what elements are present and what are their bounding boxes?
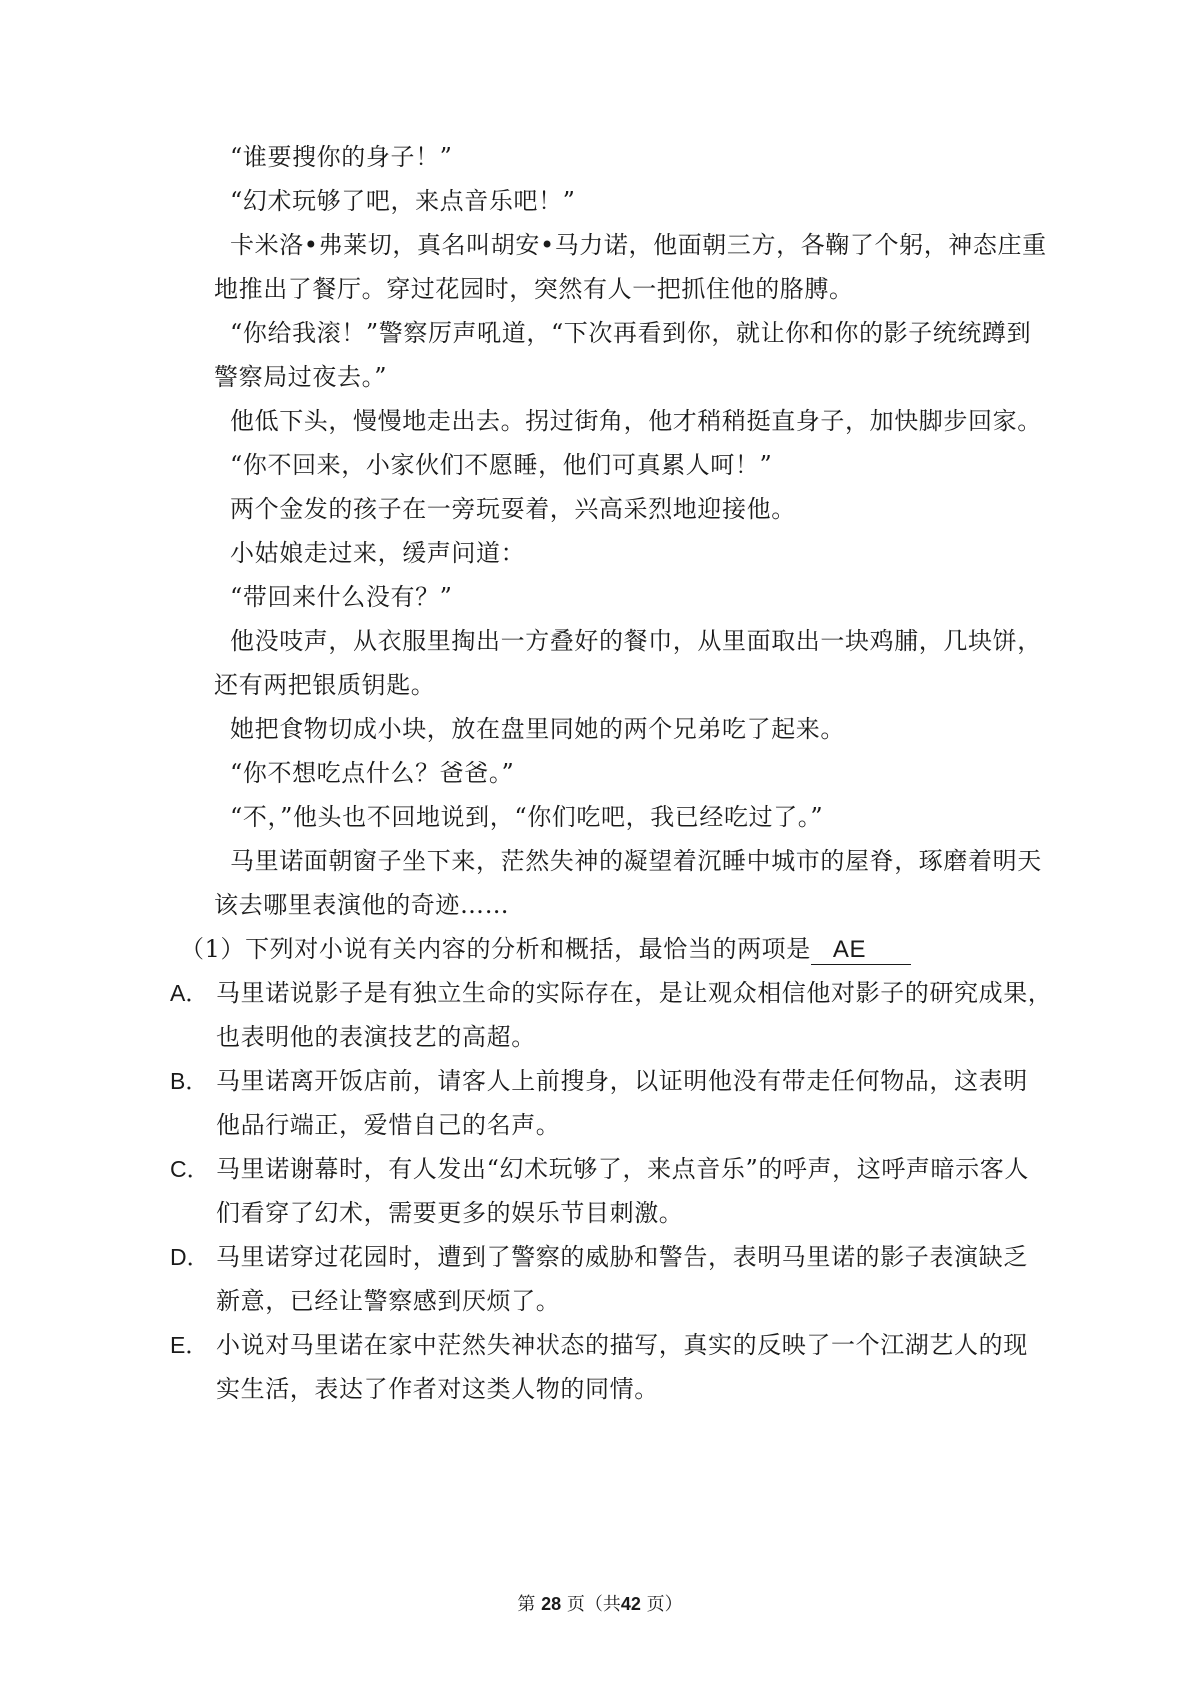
option-e-letter: E．: [170, 1332, 209, 1358]
option-c-letter: C．: [170, 1156, 210, 1182]
question-stem: [180, 934, 911, 965]
passage-line: 地推出了餐厅。穿过花园时，突然有人一把抓住他的胳膊。: [214, 275, 854, 303]
page-footer: [0, 1592, 1200, 1617]
question-stem-text: （1）下列对小说有关内容的分析和概括，最恰当的两项是: [180, 935, 811, 963]
passage-line: “幻术玩够了吧，来点音乐吧！”: [230, 187, 576, 215]
option-b-letter: B．: [170, 1068, 209, 1094]
footer-middle: 页（共: [566, 1594, 621, 1615]
current-page-number: 28: [541, 1594, 562, 1614]
option-e-text: 小说对马里诺在家中茫然失神状态的描写，真实的反映了一个江湖艺人的现: [216, 1331, 1028, 1359]
option-b-text: 他品行端正，爱惜自己的名声。: [216, 1111, 561, 1139]
passage-line: 卡米洛•弗莱切，真名叫胡安•马力诺，他面朝三方，各鞠了个躬，神态庄重: [230, 231, 1047, 259]
passage-line: “你给我滚！”警察厉声吼道，“下次再看到你，就让你和你的影子统统蹲到: [230, 319, 1032, 347]
passage-line: “你不回来，小家伙们不愿睡，他们可真累人呵！”: [230, 451, 773, 479]
passage-line: 他低下头，慢慢地走出去。拐过街角，他才稍稍挺直身子，加快脚步回家。: [230, 407, 1042, 435]
option-d-text: 马里诺穿过花园时，遭到了警察的威胁和警告，表明马里诺的影子表演缺乏: [216, 1243, 1028, 1271]
passage-line: 两个金发的孩子在一旁玩耍着，兴高采烈地迎接他。: [230, 495, 796, 523]
passage-line: 警察局过夜去。”: [214, 363, 388, 391]
total-pages-number: 42: [620, 1594, 641, 1614]
option-e-text: 实生活，表达了作者对这类人物的同情。: [216, 1375, 659, 1403]
passage-line: 该去哪里表演他的奇迹……: [214, 891, 510, 919]
option-a-text: 也表明他的表演技艺的高超。: [216, 1023, 536, 1051]
option-c-text: 们看穿了幻术，需要更多的娱乐节目刺激。: [216, 1199, 684, 1227]
footer-prefix: 第: [517, 1594, 536, 1615]
passage-line: “不，”他头也不回地说到，“你们吃吧，我已经吃过了。”: [230, 803, 824, 831]
passage-line: 还有两把银质钥匙。: [214, 671, 436, 699]
answer-blank: AE: [811, 936, 911, 965]
footer-suffix: 页）: [646, 1594, 683, 1615]
passage-line: “带回来什么没有？”: [230, 583, 453, 611]
option-d-text: 新意，已经让警察感到厌烦了。: [216, 1287, 561, 1315]
passage-line: 他没吱声，从衣服里掏出一方叠好的餐巾，从里面取出一块鸡脯，几块饼，: [230, 627, 1042, 655]
passage-line: 马里诺面朝窗子坐下来，茫然失神的凝望着沉睡中城市的屋脊，琢磨着明天: [230, 847, 1042, 875]
option-a-letter: A．: [170, 980, 209, 1006]
option-b-text: 马里诺离开饭店前，请客人上前搜身，以证明他没有带走任何物品，这表明: [216, 1067, 1028, 1095]
passage-line: “谁要搜你的身子！”: [230, 143, 453, 171]
option-a-text: 马里诺说影子是有独立生命的实际存在，是让观众相信他对影子的研究成果，: [216, 979, 1053, 1007]
passage-line: 小姑娘走过来，缓声问道：: [230, 539, 526, 567]
passage-line: 她把食物切成小块，放在盘里同她的两个兄弟吃了起来。: [230, 715, 845, 743]
option-c-text: 马里诺谢幕时，有人发出“幻术玩够了，来点音乐”的呼声，这呼声暗示客人: [216, 1155, 1029, 1183]
passage-line: “你不想吃点什么？爸爸。”: [230, 759, 515, 787]
option-d-letter: D．: [170, 1244, 210, 1270]
